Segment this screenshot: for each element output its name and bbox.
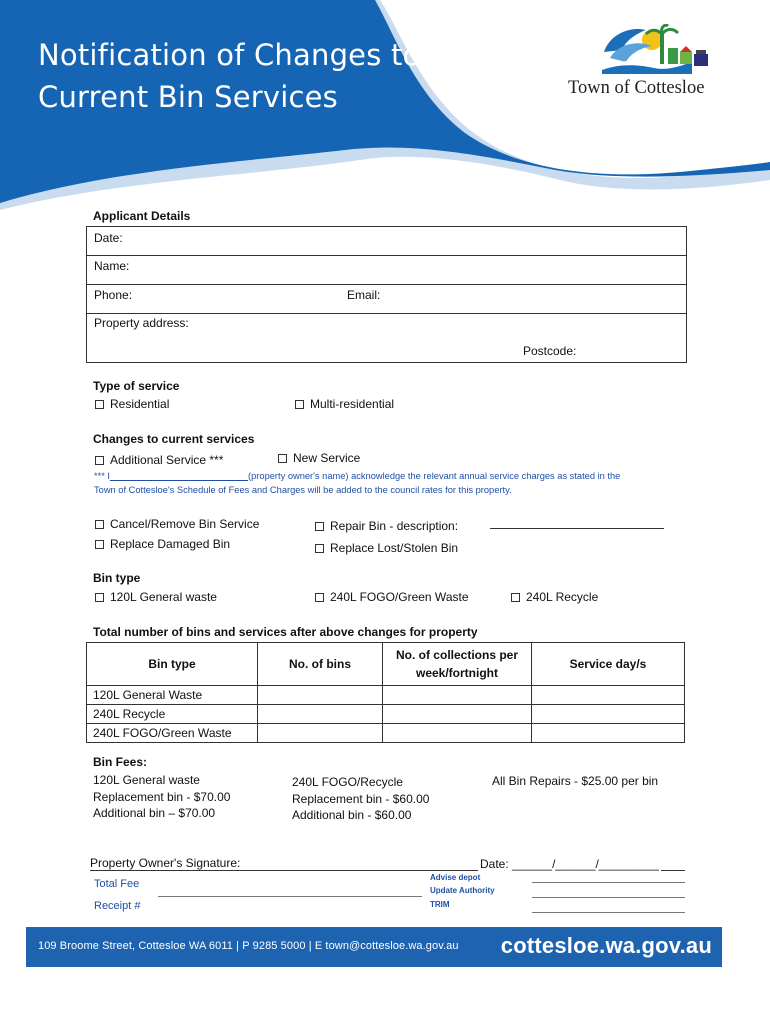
table-row (87, 724, 685, 743)
total-fee-line[interactable] (158, 896, 422, 897)
bin-recycle-checkbox[interactable] (511, 590, 598, 604)
footer-address: 109 Broome Street, Cottesloe WA 6011 | P 9285 5000 | E town@cottesloe.wa.gov.au (38, 940, 459, 952)
repair-bin-label: Repair Bin - description: (330, 519, 459, 533)
org-name: Town of Cottesloe (568, 78, 705, 98)
new-service-label: New Service (293, 451, 361, 465)
totals-heading: Total number of bins and services after above changes for property (93, 625, 478, 639)
note-suffix: (property owner's name) acknowledge the relevant annual service charges as stated in the (248, 471, 621, 481)
fee-repairs: All Bin Repairs - $25.00 per bin (492, 774, 659, 788)
advise-depot-label: Advise depot (430, 873, 481, 882)
table-row (87, 686, 685, 705)
acknowledgement-note-line2: Town of Cottesloe's Schedule of Fees and Charges will be added to the council rates for this property. (94, 485, 512, 495)
cell-collections[interactable] (383, 724, 532, 743)
col-bin-type: Bin type (87, 643, 258, 686)
date-label: Date: (94, 231, 123, 245)
bin-120l-label: 120L General waste (110, 590, 217, 604)
applicant-heading: Applicant Details (93, 209, 191, 223)
residential-checkbox[interactable] (95, 397, 169, 411)
fee-120l: 120L General waste (93, 773, 200, 787)
col-collections: No. of collections per week/fortnight (383, 643, 532, 686)
applicant-box (86, 226, 687, 363)
bin-fogo-label: 240L FOGO/Green Waste (330, 590, 469, 604)
cancel-bin-label: Cancel/Remove Bin Service (110, 517, 260, 531)
additional-service-checkbox[interactable] (95, 453, 223, 467)
bin-120l-checkbox[interactable] (95, 590, 217, 604)
date-sign-text: Date: (480, 857, 509, 871)
replace-lost-label: Replace Lost/Stolen Bin (330, 541, 459, 555)
repair-bin-checkbox[interactable] (315, 519, 458, 533)
total-fee-label: Total Fee (94, 878, 140, 890)
new-service-checkbox[interactable] (278, 451, 360, 465)
advise-line[interactable] (532, 882, 685, 883)
update-authority-label: Update Authority (430, 886, 495, 895)
col-service-days: Service day/s (532, 643, 685, 686)
cell-collections[interactable] (383, 705, 532, 724)
cell-no-of-bins[interactable] (258, 686, 383, 705)
replace-damaged-checkbox[interactable] (95, 537, 230, 551)
postcode-label: Postcode: (523, 344, 577, 358)
cottesloe-logo-icon (596, 24, 720, 78)
row-bin-type: 240L FOGO/Green Waste (87, 724, 258, 743)
cell-service-days[interactable] (532, 705, 685, 724)
cell-no-of-bins[interactable] (258, 724, 383, 743)
acknowledgement-note (94, 469, 620, 483)
fee-120l-replacement: Replacement bin - $70.00 (93, 789, 231, 804)
signature-label: Property Owner's Signature: (90, 856, 241, 870)
repair-description-line[interactable] (490, 528, 664, 529)
page-title (38, 34, 420, 118)
owner-name-blank[interactable] (110, 470, 248, 481)
cancel-bin-checkbox[interactable] (95, 517, 259, 531)
receipt-label: Receipt # (94, 900, 141, 912)
cell-no-of-bins[interactable] (258, 705, 383, 724)
bin-recycle-label: 240L Recycle (526, 590, 599, 604)
fee-240l-replacement: Replacement bin - $60.00 (292, 791, 430, 806)
table-row (87, 705, 685, 724)
bins-table (86, 642, 685, 743)
date-sign-label: Date: ______/______/_________ (480, 857, 659, 871)
table-header-row (87, 643, 685, 686)
email-label: Email: (347, 288, 381, 302)
fee-120l-additional: Additional bin – $70.00 (93, 806, 216, 820)
replace-lost-checkbox[interactable] (315, 541, 458, 555)
cell-service-days[interactable] (532, 686, 685, 705)
col-no-of-bins: No. of bins (258, 643, 383, 686)
additional-service-label: Additional Service *** (110, 453, 224, 467)
trim-line[interactable] (532, 912, 685, 913)
update-line[interactable] (532, 897, 685, 898)
row-bin-type: 240L Recycle (87, 705, 258, 724)
cell-collections[interactable] (383, 686, 532, 705)
note-prefix: *** I (94, 471, 111, 481)
fees-col2 (292, 774, 429, 824)
phone-label: Phone: (94, 288, 133, 302)
residential-label: Residential (110, 397, 170, 411)
multi-residential-checkbox[interactable] (295, 397, 394, 411)
fees-heading: Bin Fees: (93, 755, 148, 769)
fee-240l-additional: Additional bin - $60.00 (292, 808, 412, 822)
cell-service-days[interactable] (532, 724, 685, 743)
multi-residential-label: Multi-residential (310, 397, 395, 411)
trim-label: TRIM (430, 900, 450, 909)
footer-website[interactable]: cottesloe.wa.gov.au (500, 933, 712, 958)
address-label: Property address: (94, 316, 189, 330)
fees-col1 (93, 772, 230, 822)
title-line-2: Current Bin Services (38, 80, 338, 114)
replace-damaged-label: Replace Damaged Bin (110, 537, 231, 551)
title-line-1: Notification of Changes to (38, 38, 421, 72)
fee-240l: 240L FOGO/Recycle (292, 775, 403, 789)
changes-heading: Changes to current services (93, 432, 255, 446)
bin-fogo-checkbox[interactable] (315, 590, 469, 604)
service-type-heading: Type of service (93, 379, 180, 393)
name-label: Name: (94, 259, 130, 273)
bin-type-heading: Bin type (93, 571, 141, 585)
footer-bar (26, 927, 722, 967)
row-bin-type: 120L General Waste (87, 686, 258, 705)
